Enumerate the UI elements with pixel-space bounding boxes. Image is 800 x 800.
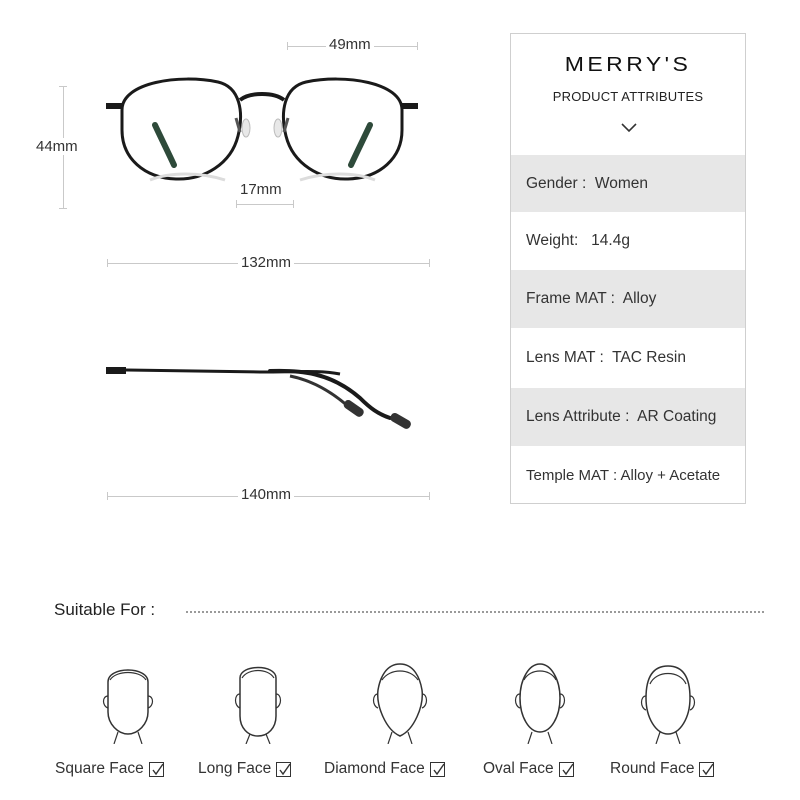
checkbox-checked-icon — [430, 762, 445, 777]
bridge-tick-right — [293, 200, 294, 208]
temple-length-tick-left — [107, 492, 108, 500]
lens-width-label: 49mm — [326, 36, 374, 53]
diamond-face-text: Diamond Face — [324, 760, 425, 777]
square-face-icon — [96, 660, 160, 744]
lens-width-tick-left — [287, 42, 288, 50]
bridge-label: 17mm — [237, 181, 285, 198]
checkbox-checked-icon — [559, 762, 574, 777]
product-attributes-card — [510, 33, 746, 504]
face-label-square — [55, 760, 164, 778]
attr-row-lens-attribute — [511, 388, 745, 446]
suitable-for-title: Suitable For : — [54, 600, 156, 619]
frame-width-tick-right — [429, 259, 430, 267]
lens-height-tick-bottom — [59, 208, 67, 209]
oval-face-text: Oval Face — [483, 760, 554, 777]
attr-row-weight — [511, 212, 745, 270]
attr-frame-mat-text: Frame MAT : Alloy — [526, 290, 657, 307]
attr-row-temple-mat — [511, 446, 745, 504]
face-label-round — [610, 760, 714, 778]
frame-width-label: 132mm — [238, 254, 294, 271]
chevron-down-icon — [619, 120, 639, 136]
brand-logo: MERRY'S — [564, 54, 692, 76]
round-face-text: Round Face — [610, 760, 695, 777]
lens-width-tick-right — [417, 42, 418, 50]
dotted-divider — [186, 611, 764, 613]
attr-gender-text: Gender : Women — [526, 174, 649, 192]
oval-face-icon — [508, 660, 572, 744]
lens-height-label: 44mm — [33, 138, 81, 155]
attr-temple-mat-text: Temple MAT : Alloy + Acetate — [526, 466, 721, 484]
attr-row-gender — [511, 155, 745, 212]
face-label-long — [198, 760, 291, 778]
square-face-text: Square Face — [55, 760, 144, 777]
face-label-oval — [483, 760, 574, 778]
checkbox-checked-icon — [276, 762, 291, 777]
checkbox-checked-icon — [149, 762, 164, 777]
attr-lens-mat-text: Lens MAT : TAC Resin — [526, 349, 686, 366]
long-face-icon — [226, 660, 290, 744]
attr-row-lens-mat — [511, 328, 745, 388]
glasses-side-icon — [100, 358, 425, 438]
attributes-heading: PRODUCT ATTRIBUTES — [552, 89, 704, 104]
temple-length-label: 140mm — [238, 486, 294, 503]
attr-weight-text: Weight: 14.4g — [526, 232, 630, 249]
round-face-icon — [636, 660, 700, 744]
temple-length-tick-right — [429, 492, 430, 500]
lens-height-tick-top — [59, 86, 67, 87]
long-face-text: Long Face — [198, 760, 272, 777]
glasses-front-icon — [100, 70, 425, 185]
attr-lens-attribute-text: Lens Attribute : AR Coating — [526, 408, 717, 425]
frame-width-tick-left — [107, 259, 108, 267]
face-label-diamond — [324, 760, 445, 778]
checkbox-checked-icon — [699, 762, 714, 777]
diamond-face-icon — [368, 660, 432, 744]
bridge-tick-left — [236, 200, 237, 208]
attr-row-frame-mat — [511, 270, 745, 328]
bridge-line — [236, 204, 293, 205]
